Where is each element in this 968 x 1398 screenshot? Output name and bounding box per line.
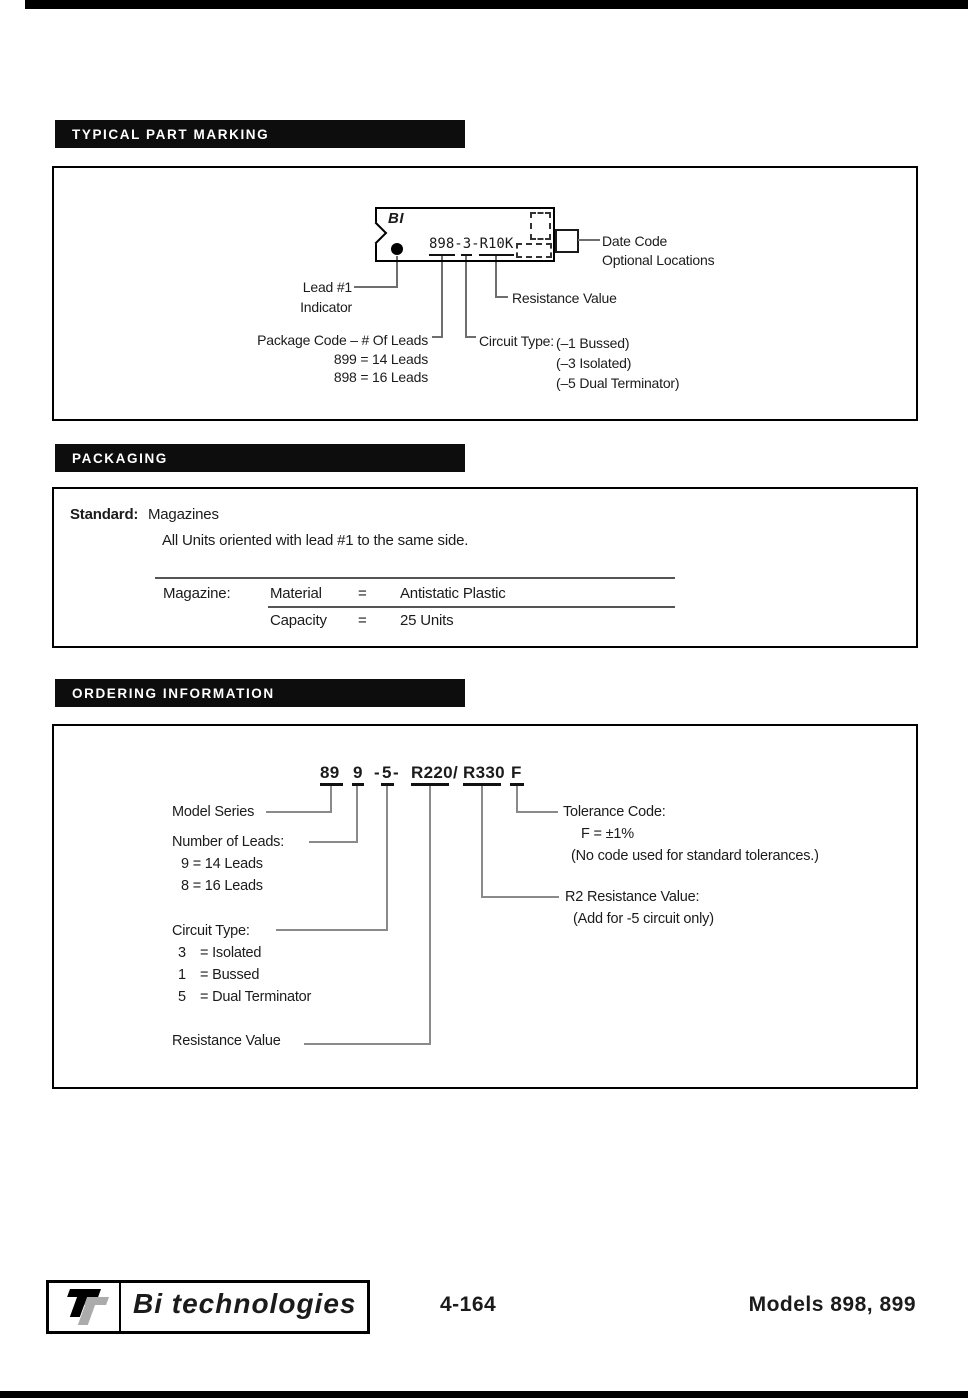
ordering-circuit-type-label: Circuit Type: (172, 923, 250, 939)
tolerance-value: F = ±1% (581, 826, 634, 842)
tolerance-note: (No code used for standard tolerances.) (571, 848, 819, 864)
lead1-indicator-dot (391, 243, 403, 255)
section-title: TYPICAL PART MARKING (72, 127, 270, 142)
packaging-orientation-note: All Units oriented with lead #1 to the same side. (162, 532, 469, 549)
circuit-type-option-3: (–3 Isolated) (556, 355, 632, 371)
order-code-circuit: 5 (382, 763, 392, 782)
date-code-label (602, 232, 714, 270)
packaging-rule-top (155, 577, 675, 579)
footer-models-label: Models 898, 899 (748, 1293, 916, 1316)
line-lead1-h (354, 286, 398, 288)
circuit-option-desc: = Dual Terminator (200, 989, 312, 1005)
line-resistance-v (495, 256, 497, 298)
line-r2-v (481, 786, 483, 898)
line-tolerance-v (516, 786, 518, 813)
number-of-leads-label: Number of Leads: (172, 834, 285, 850)
line-package-code-v (441, 256, 443, 338)
line-leads-h (309, 841, 358, 843)
date-code-tab (555, 229, 579, 253)
underline-leads (352, 783, 364, 786)
order-code-dash1: - (374, 763, 380, 782)
section-title: ORDERING INFORMATION (72, 686, 275, 701)
packaging-magazine-label: Magazine: (163, 585, 231, 602)
order-code-r2: R330 (463, 763, 505, 782)
packaging-rule-mid (268, 606, 675, 608)
circuit-option-5 (178, 989, 311, 1005)
order-code-dash2: - (393, 763, 399, 782)
circuit-type-label: Circuit Type: (479, 333, 554, 349)
section-title: PACKAGING (72, 451, 168, 466)
package-code-label-block (250, 331, 428, 387)
lead1-label-line2: Indicator (300, 299, 352, 315)
packaging-row-material-value: Antistatic Plastic (400, 585, 506, 602)
ordering-resistance-label: Resistance Value (172, 1033, 281, 1049)
circuit-option-desc: = Isolated (200, 945, 262, 961)
packaging-row-capacity-eq: = (358, 612, 367, 629)
date-code-label-line2: Optional Locations (602, 252, 715, 268)
line-model-v (330, 786, 332, 813)
line-circuit-type-foot (465, 336, 476, 338)
line-resistance-foot (495, 296, 508, 298)
circuit-option-desc: = Bussed (200, 967, 260, 983)
date-code-label-line1: Date Code (602, 233, 668, 249)
section-header-typical-part-marking (55, 120, 465, 148)
circuit-type-option-1: (–1 Bussed) (556, 335, 630, 351)
model-series-label: Model Series (172, 804, 255, 820)
line-r1-v (429, 786, 431, 1045)
date-code-location-top (530, 212, 551, 240)
circuit-option-code: 3 (178, 945, 186, 961)
package-code-label: Package Code – # Of Leads (257, 332, 428, 348)
leads-option-8: 8 = 16 Leads (181, 878, 263, 894)
part-number-text: 898-3-R10K (429, 236, 514, 252)
line-circuit-h (276, 929, 388, 931)
order-code-tolerance: F (511, 763, 522, 782)
footer-page-number: 4-164 (440, 1293, 497, 1316)
leads-option-9: 9 = 14 Leads (181, 856, 263, 872)
order-code-r1: R220 (411, 763, 453, 782)
r2-resistance-note: (Add for -5 circuit only) (573, 911, 714, 927)
line-leads-v (356, 786, 358, 843)
circuit-option-code: 1 (178, 967, 186, 983)
line-r2-h (481, 896, 559, 898)
package-code-option-899: 899 = 14 Leads (333, 350, 428, 367)
line-package-code-foot (432, 336, 443, 338)
bottom-edge-strip (0, 1391, 968, 1398)
packaging-row-material-eq: = (358, 585, 367, 602)
footer-logo-divider (119, 1283, 121, 1331)
lead1-label (295, 277, 352, 317)
order-code-leads: 9 (353, 763, 363, 782)
packaging-standard-label: Standard: (70, 506, 139, 523)
date-code-location-bottom (516, 243, 552, 258)
packaging-standard-value: Magazines (148, 506, 219, 523)
packaging-row-capacity-value: 25 Units (400, 612, 454, 629)
order-code-separator: / (453, 763, 459, 782)
circuit-option-3 (178, 945, 261, 961)
line-r1-h (304, 1043, 431, 1045)
circuit-option-1 (178, 967, 259, 983)
tt-emblem-icon (54, 1285, 116, 1327)
packaging-row-material-name: Material (270, 585, 322, 602)
footer-logo-text: Bi technologies (133, 1288, 357, 1319)
section-header-ordering-information (55, 679, 465, 707)
tolerance-code-label: Tolerance Code: (563, 804, 666, 820)
section-header-packaging (55, 444, 465, 472)
line-model-h (266, 811, 332, 813)
circuit-type-option-5: (–5 Dual Terminator) (556, 375, 680, 391)
lead1-label-line1: Lead #1 (302, 279, 352, 295)
circuit-type-options (556, 333, 679, 393)
circuit-option-code: 5 (178, 989, 186, 1005)
line-tolerance-h (516, 811, 558, 813)
line-date-code (578, 239, 600, 241)
r2-resistance-label: R2 Resistance Value: (565, 889, 700, 905)
packaging-row-capacity-name: Capacity (270, 612, 327, 629)
chip-logo: BI (388, 210, 404, 227)
line-circuit-v (386, 786, 388, 931)
package-code-option-898: 898 = 16 Leads (333, 369, 428, 385)
line-circuit-type-v (465, 256, 467, 338)
part-marking-box (52, 166, 918, 421)
resistance-value-label: Resistance Value (512, 290, 617, 306)
top-edge-strip (25, 0, 968, 9)
order-code-model: 89 (320, 763, 340, 782)
